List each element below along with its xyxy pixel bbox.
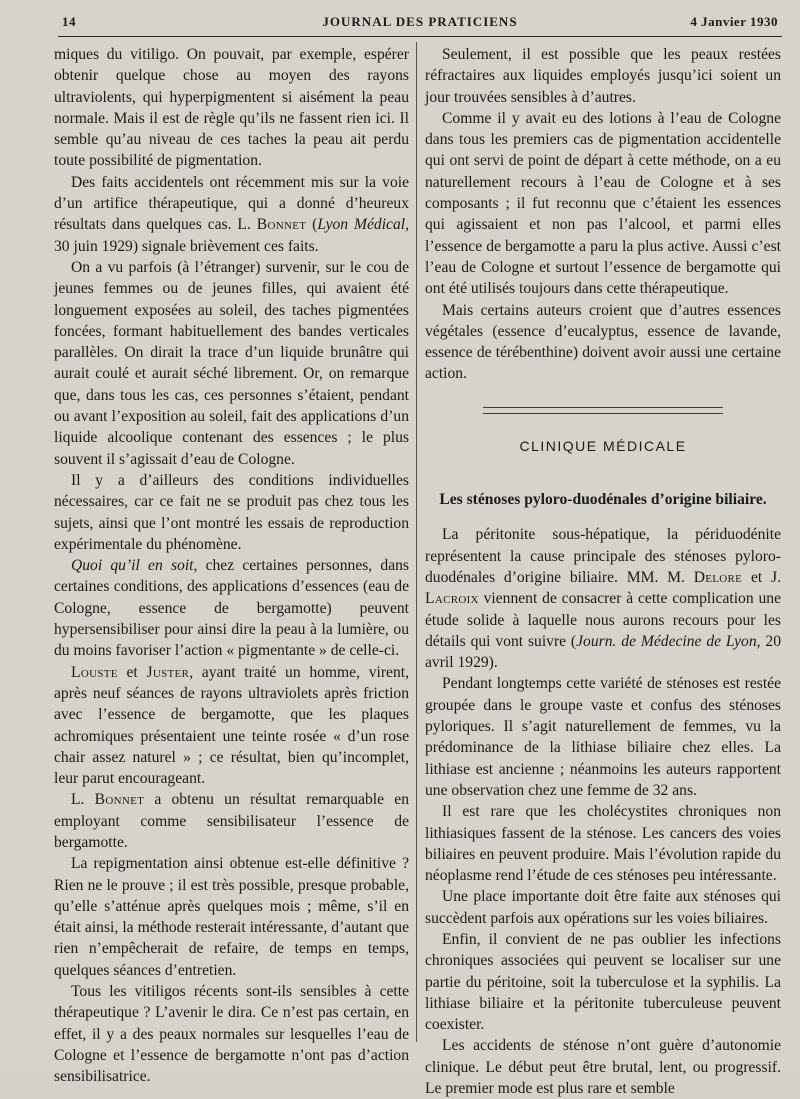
page-number: 14	[62, 14, 76, 29]
text-run: viennent de consacrer à cette complication une étude solide à laquelle nous aurons recours pour les détails qui vont suivre (	[425, 590, 781, 650]
author-name: Louste	[71, 663, 118, 681]
paragraph: Comme il y avait eu des lotions à l’eau de Cologne dans tous les premiers cas de pigmentation accidentelle qui ont servi de point de départ à cette méthode, on a eu naturellement recours à l’eau de Cologne et à ses composants ; il fut reconnu que c’étaient les essences qui agissaient et non pas l’alcool, et parmi elles l’essence de bergamotte a paru la plus active. Aussi c’est l’eau de Cologne et surtout l’essence de bergamotte qui ont été utilisés toujours dans cette thérapeutique.	[425, 109, 781, 298]
author-name: Lacroix	[425, 590, 479, 608]
text-run: et J.	[742, 568, 781, 586]
paragraph	[54, 789, 409, 853]
text-run: 30 juin 1929) signale brièvement ces faits.	[54, 237, 319, 255]
text-run: L.	[71, 791, 95, 809]
paragraph: Pendant longtemps cette variété de sténoses est restée groupée dans le groupe vaste et confus des sténoses pyloriques. Il s’agit naturellement de femmes, vu la prédominance de la lithiase biliaire chez elles. La lithiase est ancienne ; néanmoins les auteurs rapportent une observation chez une femme de 32 ans.	[425, 675, 781, 799]
right-column	[425, 44, 781, 1099]
section-separator	[483, 407, 723, 414]
journal-citation: Lyon Médical,	[317, 216, 409, 234]
paragraph: Tous les vitiligos récents sont-ils sensibles à cette thérapeutique ? L’avenir le dira. Ce n’est pas certain, en effet, il y a des peaux normales sur lesquelles l’eau de Cologne et l’essence de bergamotte n’ont pas d’action sensibilisatrice.	[54, 983, 409, 1086]
text-run: Des faits accidentels ont récemment mis sur la voie d’un artifice thérapeutique, qui a donné d’heureux résultats dans quelques cas. L.	[54, 173, 409, 234]
paragraph	[54, 555, 409, 661]
journal-citation: Journ. de Médecine de Lyon	[576, 632, 757, 650]
italic-lead: Quoi qu’il en soit	[71, 557, 194, 575]
header-rule	[58, 36, 782, 37]
left-column	[54, 44, 409, 1088]
paragraph: miques du vitiligo. On pouvait, par exemple, espérer obtenir quelque chose au moyen des rayons ultraviolents, qui hyperpigmentent si aisément la peau normale. Mais il est de règle qu’ils ne fassent rien ici. Il semble qu’au niveau de ces taches la peau ait perdu toute possibilité de pigmentation.	[54, 46, 409, 170]
text-run: , chez certaines personnes, dans certaines conditions, des applications d’essences (eau de Cologne, essence de bergamotte) peuvent hypersensibiliser pour ainsi dire la peau à la lumière, ou du moins favoriser l’action « pigmentante » de celle-ci.	[54, 557, 409, 660]
article-body	[425, 524, 781, 1099]
paragraph: Il est rare que les cholécystites chroniques non lithiasiques fassent de la sténose. Les cancers des voies biliaires en peuvent produire. Mais l’évolution rapide du néoplasme rend l’étude de ces sténoses peu intéressante.	[425, 803, 781, 885]
paragraph	[425, 524, 781, 673]
paragraph	[54, 662, 409, 790]
paragraph: Seulement, il est possible que les peaux restées réfractaires aux liquides employés jusqu’ici soient un jour trouvées sensibles à d’autres.	[425, 46, 781, 106]
article-title: Les sténoses pyloro-duodénales d’origine biliaire.	[439, 491, 767, 509]
column-divider	[416, 42, 417, 1042]
author-name: Bonnet	[256, 216, 307, 234]
text-run: (	[306, 216, 318, 234]
paragraph: On a vu parfois (à l’étranger) survenir, sur le cou de jeunes femmes ou de jeunes filles, qui avaient été longuement exposées au soleil, des taches pigmentées foncées, formant habituellement des bandes verticales parallèles. On dirait la trace d’un liquide brunâtre qui aurait coulé et aurait séché librement. Or, on remarque que, dans tous les cas, ces personnes s’étaient, pendant ou avant l’exposition au soleil, fait des applications d’un liquide alcoolique contenant des essences ; le plus souvent il s’agissait d’eau de Cologne.	[54, 258, 409, 468]
section-heading: CLINIQUE MÉDICALE	[519, 437, 687, 454]
journal-title: JOURNAL DES PRATICIENS	[322, 14, 518, 29]
paragraph: Enfin, il convient de ne pas oublier les infections chroniques associées qui peuvent se localiser sur une partie du péritoine, soit la tuberculose et la syphilis. La lithiase biliaire et la péritonite tuberculeuse peuvent coexister.	[425, 930, 781, 1034]
author-name: Bonnet	[94, 791, 145, 809]
author-name: Delore	[693, 568, 743, 586]
paragraph	[54, 172, 409, 257]
paragraph: Les accidents de sténose n’ont guère d’autonomie clinique. Le début peut être brutal, lent, ou progressif. Le premier mode est plus rare et semble	[425, 1037, 781, 1098]
issue-date: 4 Janvier 1930	[690, 14, 778, 29]
paragraph: Il y a d’ailleurs des conditions individuelles nécessaires, car ce fait ne se produit pas chez tous les sujets, ainsi que l’ont montré les essais de reproduction expérimentale du phénomène.	[54, 471, 409, 553]
author-name: Juster	[146, 663, 190, 681]
text-run: a obtenu un résultat remarquable en employant comme sensibilisateur l’essence de bergamotte.	[54, 791, 409, 851]
paragraph: La repigmentation ainsi obtenue est-elle définitive ? Rien ne le prouve ; il est très possible, presque probable, qu’elle s’atténue après quelques mois ; même, s’il en était ainsi, la méthode resterait intéressante, d’autant que rien n’empêcherait de refaire, de temps en temps, quelques séances d’entretien.	[54, 855, 409, 979]
paragraph: Une place importante doit être faite aux sténoses qui succèdent parfois aux opérations sur les voies biliaires.	[425, 888, 781, 927]
paragraph: Mais certains auteurs croient que d’autres essences végétales (essence d’eucalyptus, essence de lavande, essence de térébenthine) doivent avoir aussi une certaine action.	[425, 301, 781, 383]
text-run: La péritonite sous-hépatique, la périduodénite représentent la cause principale des sténoses pyloro-duodénales d’origine biliaire. MM. M.	[425, 526, 781, 586]
page-header	[62, 14, 778, 36]
text-run: et	[117, 663, 147, 681]
text-run: , ayant traité un homme, virent, après neuf séances de rayons ultraviolets après friction avec l’essence de bergamotte, que les plaques achromiques présentaient une teinte rosée « d’un rose chair assez naturel » ; ce résultat, bien qu’incomplet, leur parut encourageant.	[54, 663, 409, 788]
text-run: , 20 avril 1929).	[425, 632, 781, 672]
